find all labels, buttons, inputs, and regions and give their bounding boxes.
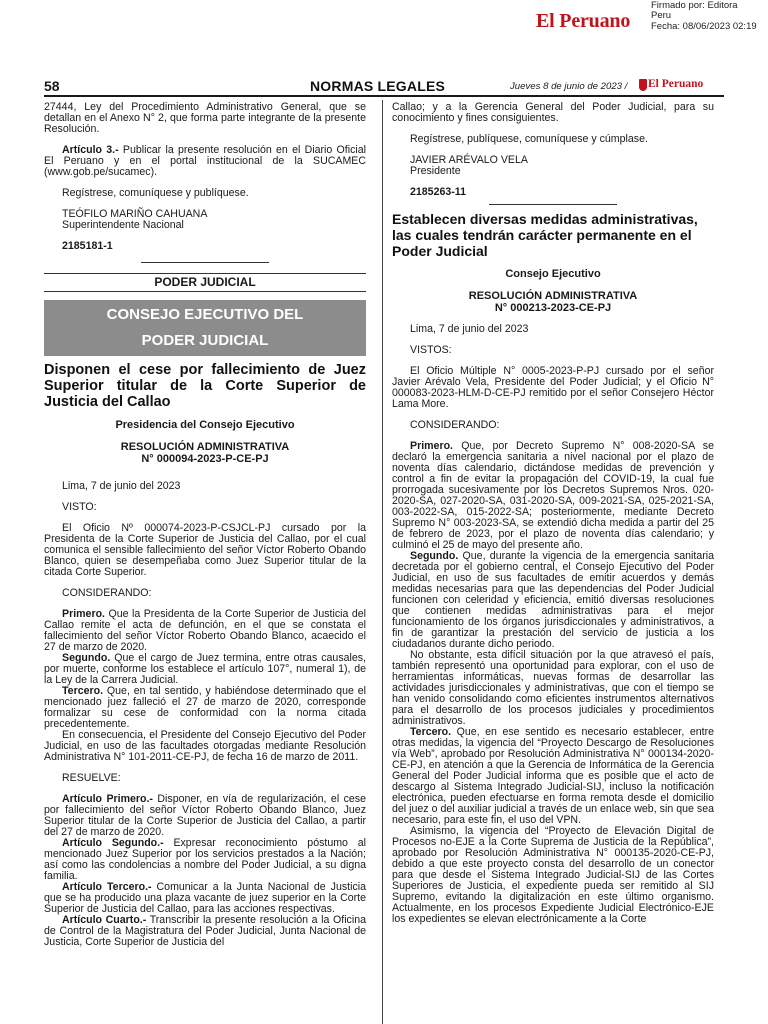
- el-peruano-logo: El Peruano: [536, 10, 631, 32]
- signature-line: Firmado por: Editora: [651, 0, 738, 11]
- signer-title: Superintendente Nacional: [62, 219, 184, 231]
- closing-formula: Regístrese, publíquese, comuníquese y cúmplase.: [410, 133, 648, 145]
- resolution-title: RESOLUCIÓN ADMINISTRATIVA: [120, 441, 290, 453]
- recital-3: Tercero. Que, en tal sentido, y habiéndose determinado que el mencionado juez falleció el 27 de marzo de 2020, corresponde formalizar su cese de conformidad con la norma citada precedentemente.: [44, 685, 366, 730]
- closing-formula: Regístrese, comuníquese y publíquese.: [62, 187, 249, 199]
- resolution-number: N° 000213-2023-CE-PJ: [494, 302, 612, 314]
- recital-2: Segundo. Que, durante la vigencia de la emergencia sanitaria decretada por el gobierno central, el Consejo Ejecutivo del Poder Judicial, en uso de sus facultades de emitir acuerdos y demás medidas necesarias para que las dependencias del Poder Judicial funcionen con celeridad y eficiencia, emitió diversas resoluciones que contienen medidas administrativas para el mejor funcionamiento de los órganos jurisdiccionales y administrativos, a fin de garantizar la prestación del servicio de justicia a los ciudadanos durante dicho periodo.: [392, 550, 714, 650]
- signer-name: JAVIER ARÉVALO VELA: [410, 154, 528, 166]
- recital-3b: Asimismo, la vigencia del “Proyecto de Elevación Digital de Procesos no-EJE a la Corte Suprema de Justicia de la República”, aprobado por Resolución Administrativa N° 000135-2020-CE-PJ, debido a que este proyecto consta del desarrollo de un conector para que desde el Sistema Integrado Judicial-SIJ de las Cortes Superiores de Justicia, el expediente pueda ser remitido al SIJ Supremo, evitando la digitalización en este último organismo. Actualmente, en los procesos Expediente Judicial Electrónico-EJE los expedientes se elevan electrónicamente a la Corte: [392, 825, 714, 925]
- place-date: Lima, 7 de junio del 2023: [410, 323, 529, 335]
- institution-banner: [44, 300, 366, 356]
- considerando-heading: CONSIDERANDO:: [62, 587, 152, 599]
- paragraph: Callao; y a la Gerencia General del Poder Judicial, para su conocimiento y fines consiguientes.: [392, 101, 714, 124]
- column-divider: [382, 100, 383, 1024]
- issuer: Consejo Ejecutivo: [505, 268, 601, 280]
- right-column: [392, 102, 714, 925]
- resolution-title: RESOLUCIÓN ADMINISTRATIVA: [468, 290, 638, 302]
- recital-2: Segundo. Que el cargo de Juez termina, entre otras causales, por muerte, conforme los establece el artículo 107°, numeral 1), de la Ley de la Carrera Judicial.: [44, 652, 366, 686]
- recital-1: Primero. Que, por Decreto Supremo N° 008-2020-SA se declaró la emergencia sanitaria a nivel nacional por el plazo de noventa días calendario, dictándose medidas de prevención y control a fin de evitar la propagación del COVID-19, la cual fue prorrogada sucesivamente por los Decretos Supremos Nros. 020-2020-SA, 027-2020-SA, 031-2020-SA, 009-2021-SA, 025-2021-SA, 003-2022-SA, 015-2022-SA; posteriormente, mediante Decreto Supremo N° 003-2023-SA, se extendió dicha medida a partir del 25 de febrero de 2023, por el plazo de noventa días calendario; y culminó el 25 de mayo del presente año.: [392, 440, 714, 551]
- article-4: Artículo Cuarto.- Transcribir la presente resolución a la Oficina de Control de la Magistratura del Poder Judicial, Junta Nacional de Justicia, Corte Superior de Justicia del: [44, 914, 366, 948]
- visto-text: El Oficio Nº 000074-2023-P-CSJCL-PJ cursado por la Presidenta de la Corte Superior de Justicia del Callao, por el cual comunica el sensible fallecimiento del señor Víctor Roberto Obando Blanco, quien se desempeñaba como Juez Superior titular de la citada Corte Superior.: [44, 522, 366, 578]
- signer-name: TEÓFILO MARIÑO CAHUANA: [62, 208, 208, 220]
- norm-headline: Disponen el cese por fallecimiento de Juez Superior titular de la Corte Superior de Justicia del Callao: [44, 362, 366, 410]
- place-date: Lima, 7 de junio del 2023: [62, 480, 181, 492]
- header-date: Jueves 8 de junio de 2023 /: [510, 81, 628, 92]
- norm-headline: Establecen diversas medidas administrativas, las cuales tendrán carácter permanente en el Poder Judicial: [392, 211, 698, 259]
- visto-heading: VISTO:: [62, 501, 97, 513]
- paragraph: 27444, Ley del Procedimiento Administrativo General, que se detallan en el Anexo N° 2, que forma parte integrante de la presente Resolución.: [44, 101, 366, 135]
- recital-2b: No obstante, esta difícil situación por la que atravesó el país, también representó una oportunidad para explorar, con el uso de herramientas informáticas, nuevas formas de desarrollar las actividades jurisdiccionales y administrativas, que con el tiempo se han venido consolidando como eficientes instrumentos alternativos para el desarrollo de los procesos judiciales y procedimientos administrativos.: [392, 649, 714, 727]
- signature-line: Peru: [651, 10, 672, 22]
- article-2: Artículo Segundo.- Expresar reconocimiento póstumo al mencionado Juez Superior por los servicios prestados a la Nación; así como las condolencias a nombre del Poder Judicial, a su digna familia.: [44, 837, 366, 882]
- signer-title: Presidente: [410, 165, 461, 177]
- article-1: Artículo Primero.- Disponer, en vía de regularización, el cese por fallecimiento del señor Víctor Roberto Obando Blanco, Juez Superior titular de la Corte Superior de Justicia del Callao, a partir del 27 de marzo de 2020.: [44, 793, 366, 838]
- institution-heading: PODER JUDICIAL: [154, 275, 256, 289]
- header-brand: El Peruano: [648, 78, 704, 90]
- page-header: [44, 78, 724, 97]
- vistos-text: El Oficio Múltiple N° 0005-2023-P-PJ cursado por el señor Javier Arévalo Vela, Presidente del Poder Judicial; y el Oficio N° 000083-2023-HLM-D-CE-PJ remitido por el señor Consejero Héctor Lama More.: [392, 365, 714, 410]
- resolution-number: N° 000094-2023-P-CE-PJ: [141, 453, 269, 465]
- digital-signature: [651, 1, 768, 32]
- separator: [44, 291, 366, 292]
- article-3: Artículo 3.- Publicar la presente resolución en el Diario Oficial El Peruano y en el portal institucional de la SUCAMEC (www.gob.pe/sucamec).: [44, 144, 366, 178]
- signature-line: Fecha: 08/06/2023 02:19: [651, 20, 757, 32]
- recital-3: Tercero. Que, en ese sentido es necesario establecer, entre otras medidas, la vigencia del “Proyecto Descargo de Resoluciones vía Web”, aprobado por Resolución Administrativa N° 000134-2020-CE-PJ, en atención a que la Gerencia de Informática de la Gerencia General del Poder Judicial informa que es posible que el acto de descargo al Sistema Integrado Judicial-SIJ, incluso la notificación electrónica, pueden efectuarse en forma remota desde el domicilio del juez o del auxiliar judicial a través de un enlace web, sin que sea necesario, para este fin, el uso del VPN.: [392, 726, 714, 826]
- norm-code: 2185181-1: [62, 240, 113, 252]
- coat-of-arms-icon: [639, 79, 647, 91]
- article-3b: Artículo Tercero.- Comunicar a la Junta Nacional de Justicia que se ha producido una plaza vacante de juez superior en la Corte Superior de Justicia del Callao, para las acciones respectivas.: [44, 881, 366, 915]
- issuer: Presidencia del Consejo Ejecutivo: [115, 419, 295, 431]
- section-title: NORMAS LEGALES: [310, 78, 446, 94]
- vistos-heading: VISTOS:: [410, 344, 452, 356]
- norm-code: 2185263-11: [410, 186, 466, 198]
- page-number: 58: [44, 78, 60, 94]
- resuelve-heading: RESUELVE:: [62, 772, 121, 784]
- banner-line: CONSEJO EJECUTIVO DEL: [106, 306, 304, 323]
- recital-4: En consecuencia, el Presidente del Consejo Ejecutivo del Poder Judicial, en uso de las facultades otorgadas mediante Resolución Administrativa N° 101-2011-CE-PJ, de fecha 16 de marzo de 2011.: [44, 729, 366, 763]
- considerando-heading: CONSIDERANDO:: [410, 419, 500, 431]
- left-column: [44, 102, 366, 948]
- banner-line: PODER JUDICIAL: [141, 332, 269, 349]
- recital-1: Primero. Que la Presidenta de la Corte Superior de Justicia del Callao remite el acta de defunción, en el que se constata el fallecimiento del señor Víctor Roberto Obando Blanco, acaecido el 27 de marzo de 2020.: [44, 608, 366, 653]
